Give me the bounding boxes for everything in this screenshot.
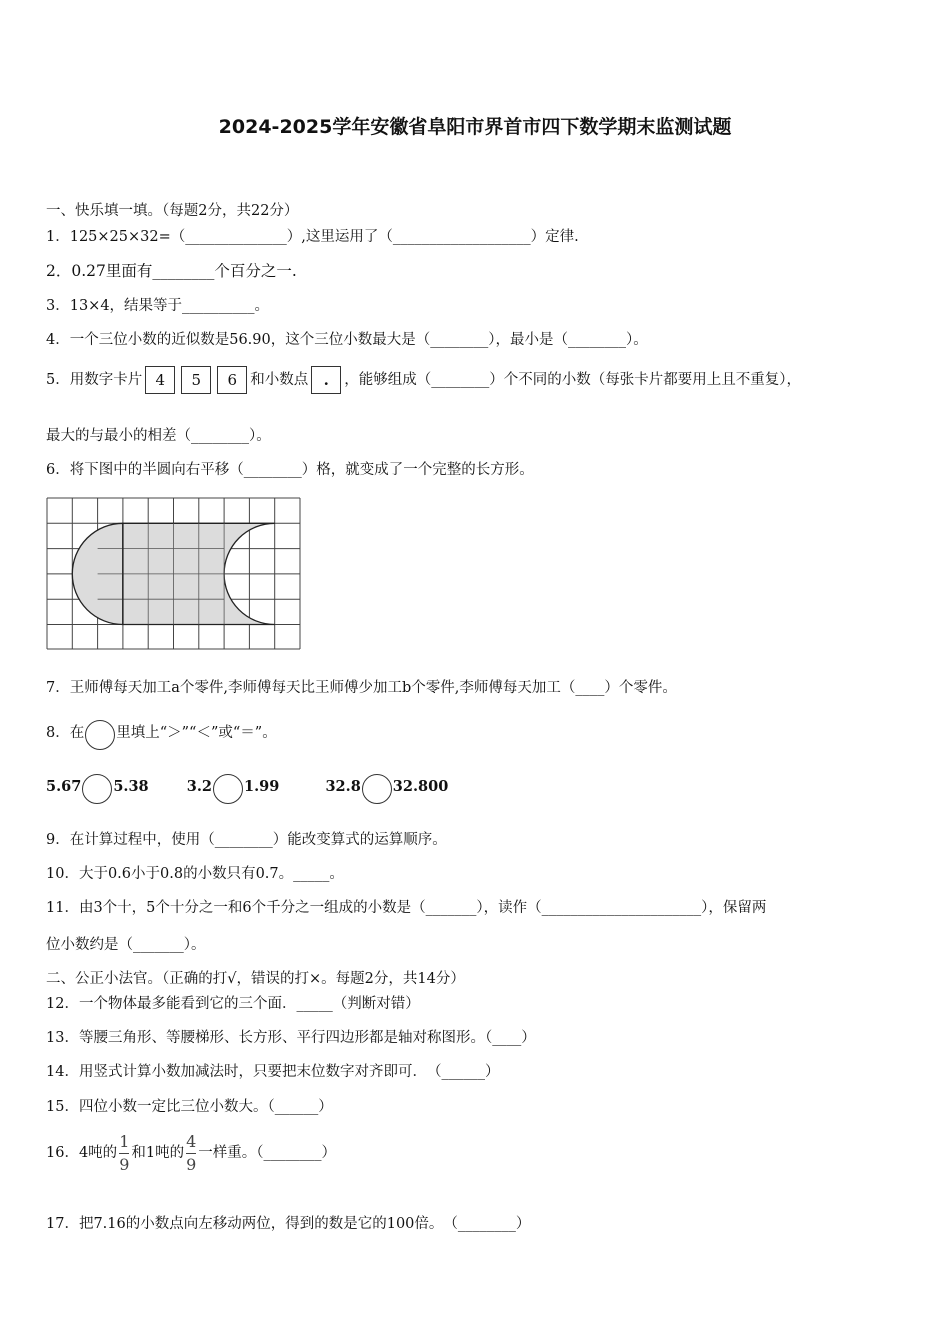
question-6: 6．将下图中的半圆向右平移（________）格，就变成了一个完整的长方形。: [46, 462, 534, 478]
semicircle-grid-figure: [46, 497, 302, 651]
question-2: 2．0.27里面有________个百分之一.: [46, 262, 297, 280]
q8-suffix: 里填上“＞”“＜”或“＝”。: [116, 725, 277, 741]
question-14: 14．用竖式计算小数加减法时，只要把末位数字对齐即可． （______）: [46, 1064, 500, 1080]
fraction-one-ninth: $\frac{1}{9}$: [119, 1131, 130, 1174]
question-17: 17．把7.16的小数点向左移动两位，得到的数是它的100倍。 （________）: [46, 1216, 531, 1232]
compare-left-3: 32.8: [325, 778, 361, 795]
question-1: 1．125×25×32=（______________）,这里运用了（___________________）定律.: [46, 229, 579, 245]
compare-right-3: 32.800: [392, 778, 449, 795]
question-5-line-2: 最大的与最小的相差（________）。: [46, 428, 271, 444]
section-2-heading: 二、公正小法官。（正确的打√，错误的打×。每题2分，共14分）: [46, 971, 465, 987]
question-13: 13．等腰三角形、等腰梯形、长方形、平行四边形都是轴对称图形。（____）: [46, 1030, 536, 1046]
question-11-line-2: 位小数约是（_______）。: [46, 937, 206, 953]
page-title: 2024-2025学年安徽省阜阳市界首市四下数学期末监测试题: [218, 116, 732, 138]
number-card: 5: [181, 366, 211, 394]
comparison-circle[interactable]: [85, 720, 115, 750]
comparison-row: [46, 770, 448, 804]
comparison-circle[interactable]: [213, 774, 243, 804]
question-4: 4．一个三位小数的近似数是56.90，这个三位小数最大是（________），最小是（________）。: [46, 332, 648, 348]
question-3: 3．13×4，结果等于__________。: [46, 298, 270, 314]
question-9: 9．在计算过程中，使用（________）能改变算式的运算顺序。: [46, 832, 447, 848]
number-card: 6: [217, 366, 247, 394]
q16-mid: 和1吨的: [131, 1145, 185, 1161]
q8-prefix: 8．在: [46, 725, 85, 741]
number-card: 4: [145, 366, 175, 394]
q16-suffix: 一样重。（________）: [198, 1145, 337, 1161]
compare-right-1: 5.38: [113, 778, 149, 795]
compare-left-1: 5.67: [46, 778, 82, 795]
question-5: [46, 364, 801, 396]
question-8: [46, 716, 277, 750]
fraction-four-ninths: $\frac{4}{9}$: [186, 1131, 197, 1174]
question-15: 15．四位小数一定比三位小数大。（______）: [46, 1099, 333, 1115]
question-11: 11．由3个十，5个十分之一和6个千分之一组成的小数是（_______），读作（______________________），保留两: [46, 900, 767, 916]
compare-left-2: 3.2: [186, 778, 213, 795]
comparison-circle[interactable]: [82, 774, 112, 804]
decimal-point-card: .: [311, 366, 341, 394]
compare-right-2: 1.99: [244, 778, 280, 795]
question-10: 10．大于0.6小于0.8的小数只有0.7。_____。: [46, 866, 344, 882]
q5-mid: 和小数点: [250, 372, 309, 388]
q16-prefix: 16．4吨的: [46, 1145, 118, 1161]
section-1-heading: 一、快乐填一填。（每题2分，共22分）: [46, 203, 299, 219]
comparison-circle[interactable]: [362, 774, 392, 804]
question-16: [46, 1130, 336, 1176]
question-7: 7．王师傅每天加工a个零件,李师傅每天比王师傅少加工b个零件,李师傅每天加工（____）个零件。: [46, 680, 677, 696]
q5-prefix: 5．用数字卡片: [46, 372, 143, 388]
q5-suffix: ，能够组成（________）个不同的小数（每张卡片都要用上且不重复），: [344, 372, 801, 388]
question-12: 12．一个物体最多能看到它的三个面．_____（判断对错）: [46, 996, 420, 1012]
